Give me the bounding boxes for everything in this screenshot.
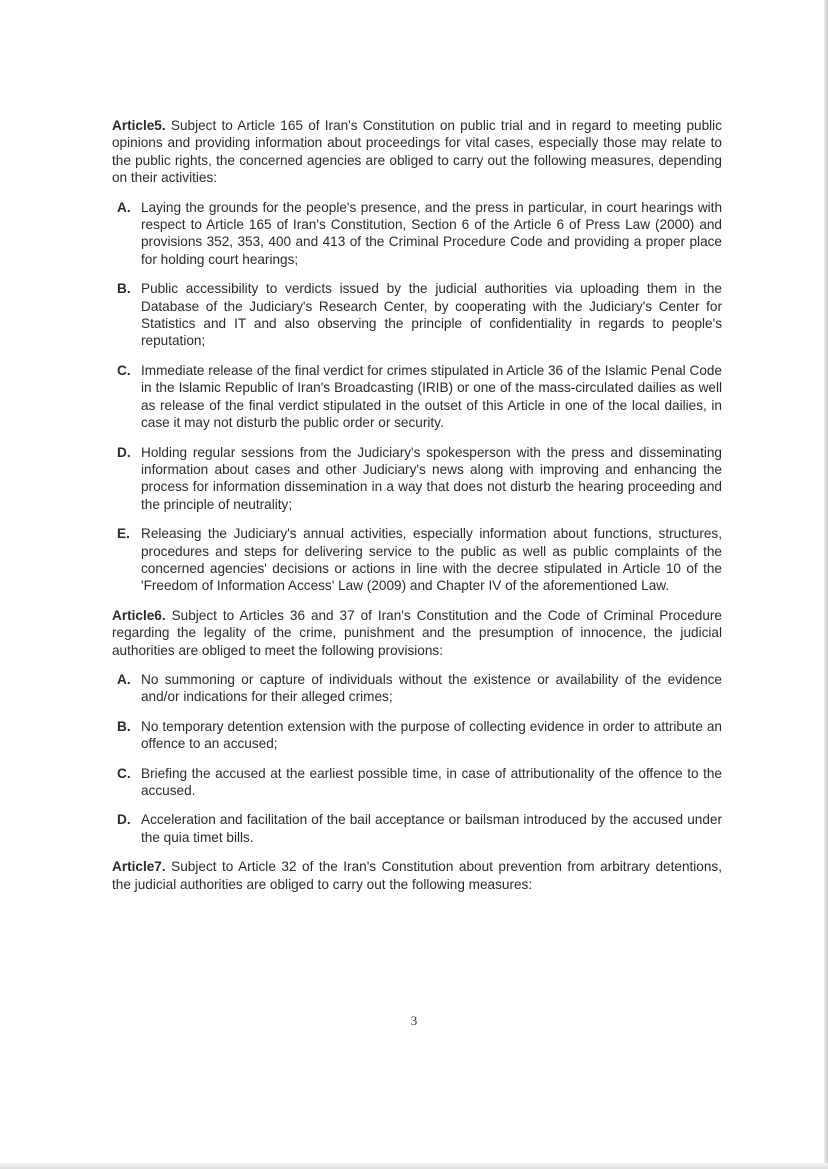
list-item (112, 362, 722, 432)
list-item (112, 811, 722, 846)
list-item (112, 444, 722, 514)
article7-intro-text: Subject to Article 32 of the Iran's Constitution about prevention from arbitrary detentions, the judicial authorities are obliged to carry out the following measures: (112, 859, 722, 892)
list-item (112, 718, 722, 753)
list-item-text: Releasing the Judiciary's annual activities, especially information about functions, structures, procedures and steps for delivering service to the public as well as public complaints of the concerned agencies' decisions or actions in line with the decree stipulated in Article 10 of the 'Freedom of Information Access' Law (2009) and Chapter IV of the aforementioned Law. (141, 526, 722, 594)
list-item-text: Briefing the accused at the earliest possible time, in case of attributionality of the offence to the accused. (141, 765, 722, 798)
article7-intro-paragraph (112, 858, 722, 893)
list-marker: D. (117, 444, 131, 460)
list-item (112, 199, 722, 269)
article6-intro-paragraph (112, 607, 722, 659)
list-item-text: Acceleration and facilitation of the bail acceptance or bailsman introduced by the accused under the quia timet bills. (141, 812, 722, 845)
article5-intro-paragraph (112, 117, 722, 187)
article5-list (112, 199, 722, 595)
list-item (112, 765, 722, 800)
article6-title: Article6. (112, 607, 166, 623)
list-item-text: Laying the grounds for the people's presence, and the press in particular, in court hearings with respect to Article 165 of Iran's Constitution, Section 6 of the Article 6 of Press Law (2000) and provisions 352, 353, 400 and 413 of the Criminal Procedure Code and providing a proper place for holding court hearings; (141, 199, 722, 267)
list-marker: A. (117, 671, 131, 687)
list-item-text: Public accessibility to verdicts issued by the judicial authorities via uploading them in the Database of the Judiciary's Research Center, by cooperating with the Judiciary's Center for Statistics and IT and also observing the principle of confidentiality in regards to people's reputation; (141, 281, 722, 349)
article7-title: Article7. (112, 859, 166, 875)
list-marker: C. (117, 765, 131, 781)
list-item-text: Holding regular sessions from the Judiciary's spokesperson with the press and disseminating information about cases and other Judiciary's news along with improving and enhancing the process for information dissemination in a way that does not disturb the hearing proceeding and the principle of neutrality; (141, 444, 722, 512)
list-marker: C. (117, 362, 131, 378)
scan-edge-right (824, 0, 828, 1169)
list-marker: B. (117, 281, 131, 297)
article5-title: Article5. (112, 118, 166, 133)
list-marker: A. (117, 199, 131, 215)
list-item (112, 525, 722, 595)
list-marker: D. (117, 812, 131, 828)
page-number: 3 (410, 1013, 418, 1028)
list-item (112, 671, 722, 706)
list-marker: E. (117, 526, 130, 542)
list-item-text: No temporary detention extension with the purpose of collecting evidence in order to attribute an offence to an accused; (141, 718, 722, 752)
list-marker: B. (117, 718, 131, 734)
list-item-text: No summoning or capture of individuals without the existence or availability of the evidence and/or indications for their alleged crimes; (141, 671, 722, 705)
article6-list (112, 671, 722, 846)
document-body (112, 117, 722, 905)
article5-intro-text: Subject to Article 165 of Iran's Constitution on public trial and in regard to meeting public opinions and providing information about proceedings for vital cases, especially those may relate to the public rights, the concerned agencies are obliged to carry out the following measures, depending on their activities: (112, 118, 722, 186)
scan-edge-bottom (0, 1163, 828, 1169)
list-item (112, 280, 722, 350)
list-item-text: Immediate release of the final verdict for crimes stipulated in Article 36 of the Islamic Penal Code in the Islamic Republic of Iran's Broadcasting (IRIB) or one of the mass-circulated dailies as well as release of the final verdict stipulated in the outset of this Article in one of the local dailies, in case it may not disturb the public order or security. (141, 362, 722, 431)
article6-intro-text: Subject to Articles 36 and 37 of Iran's Constitution and the Code of Criminal Procedure regarding the legality of the crime, punishment and the presumption of innocence, the judicial authorities are obliged to meet the following provisions: (112, 607, 722, 658)
